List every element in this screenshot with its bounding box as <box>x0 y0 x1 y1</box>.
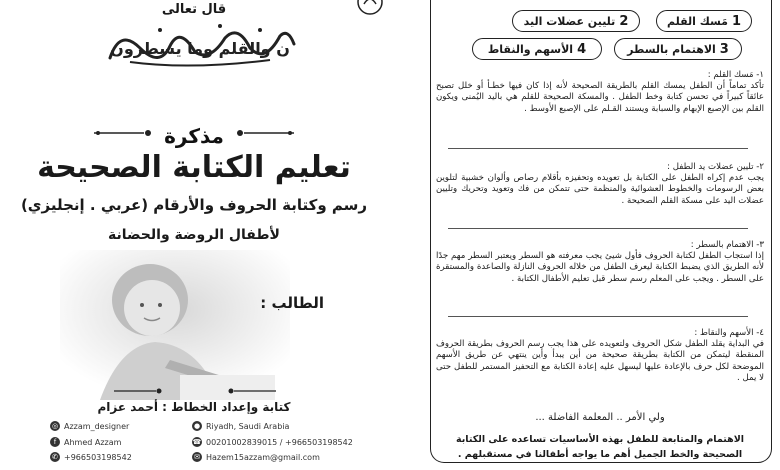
cover-title: تعليم الكتابة الصحيحة <box>37 150 351 185</box>
section-arrows-dots <box>436 328 764 384</box>
cover-audience: لأطفال الروضة والحضانة <box>108 227 280 243</box>
cover-page <box>0 0 388 470</box>
section-body: إذا استجاب الطفل لكتابة الحروف فأول شيئ يجب معرفته هو السطر ويعتبر السطر مهم جدًا لأنه الطريق الذي يضبط الكتابة ليعرف الطفل من خلاله الحروف النازلة والصاعدة والمستقرة على السطر . ويجب على المعلم رسم سطر قبل تعليم الأطفال الكتابة . <box>436 251 764 284</box>
section-heading: ٢- تليين عضلات يد الطفل : <box>667 162 764 172</box>
phone-icon: ☎ <box>192 438 202 446</box>
calligraphy-logo <box>100 18 300 70</box>
quran-intro-text: قال تعالى <box>161 2 227 17</box>
section-divider <box>448 148 748 149</box>
footer-ornament-right-icon <box>228 386 278 396</box>
closing-text: الاهتمام والمتابعة للطفل بهذه الأساسيات تساعده على الكتابة الصحيحة والخط الجميل أهم ما يواجه أطفالنا في مستقبلهم . <box>455 434 745 460</box>
section-line-attention <box>436 240 764 285</box>
author-line: كتابة وإعداد الخطاط : أحمد عزام <box>97 400 291 414</box>
contact-location: ● Riyadh, Saudi Arabia <box>193 421 290 431</box>
section-body: تأكد تماماً أن الطفل يمسك القلم بالطريقة الصحيحة لأنه إذا كان فيها خطـأ أو خلل تصبح عائقاً كبيراً في تحسن كتابة وخط الطفل . والمسكة الصحيحة للقلم هي باليد اليُمنى ويكون القلم بين الإصبع الإبهام والسبابة ويستند القـلم على الإصبع الأوسط . <box>436 81 764 114</box>
contact-email: ✉ Hazem15azzam@gmail.com <box>192 452 320 462</box>
section-hand-muscles <box>436 162 764 207</box>
closing-greeting: ولي الأمر .. المعلمة الفاضلة ... <box>535 412 665 423</box>
contact-whatsapp: ✆ +966503198542 <box>50 452 132 462</box>
section-pen-grip <box>436 70 764 115</box>
email-icon: ✉ <box>192 452 202 462</box>
location-pin-icon: ● <box>193 422 201 430</box>
pill-arrows-dots: 4 الأسهم والنقاط <box>472 38 602 60</box>
pill-line-attention: 3 الاهتمام بالسطر <box>614 38 742 60</box>
ornament-right-icon <box>236 128 296 138</box>
student-name-label: الطالب : <box>260 294 324 312</box>
cover-subtitle: رسم وكتابة الحروف والأرقام (عربي . إنجليزي) <box>20 196 368 214</box>
facebook-icon: f <box>50 437 60 447</box>
whatsapp-icon: ✆ <box>50 452 60 462</box>
svg-text:ن والقلم وما يسطرون: ن والقلم وما يسطرون <box>110 39 290 58</box>
section-divider <box>448 316 748 317</box>
section-heading: ٤- الأسهم والنقاط : <box>694 328 764 338</box>
section-heading: ١- مَسك القلم : <box>707 70 764 80</box>
memo-label: مذكرة <box>164 124 224 148</box>
section-body: في البداية يقلد الطفل شكل الحروف ولتعويده على هذا يجب رسم الحروف بطريقة الحروف المنقطة ليتمكن من الكتابة بطريقة صحيحة من أين يبدأ وأين ينتهي عن طريق الأسهم الموضحة لكل حرف بالإعادة عليها ليسهل عليه إعادة الكتابة مع التحفيز المستمر للطفل حتى لا يمل . <box>436 339 764 383</box>
instagram-icon: ◎ <box>51 422 59 430</box>
pill-pen-grip: 1 مَسك القلم <box>656 10 752 32</box>
worksheet-page <box>422 0 780 470</box>
child-writing-photo <box>60 250 290 400</box>
contact-instagram: ◎ Azzam_designer <box>51 421 130 431</box>
section-divider <box>448 228 748 229</box>
section-body: يجب عدم إكراه الطفل على الكتابة بل تعويده وتحفيزه بأقلام رصاص وألوان خشبية لتلوين بعض الرسومات والخطوط العشوائية والمنظمة حتى تتمكن من فك وتعويد وتحريك وتليين عضلات اليد على مسكة القلم الصحيحة . <box>436 173 764 206</box>
contact-phones: ☎ 00201002839015 / +966503198542 <box>192 437 353 447</box>
pill-hand-muscles: 2 تليين عضلات اليد <box>512 10 640 32</box>
section-heading: ٣- الاهتمام بالسطر : <box>690 240 764 250</box>
contact-facebook: f Ahmed Azzam <box>50 437 121 447</box>
footer-ornament-left-icon <box>112 386 162 396</box>
page-gutter <box>388 0 422 470</box>
